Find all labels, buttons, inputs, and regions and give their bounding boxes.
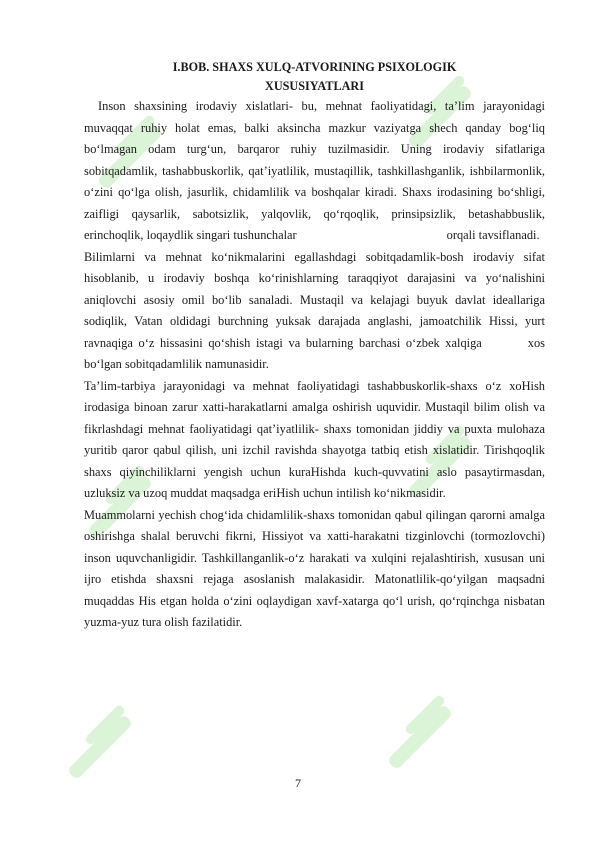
paragraph-3: Ta’lim-tarbiya jarayonidagi va mehnat faoliyatidagi tashabbuskorlik-shaxs o‘z xoHish irodasiga binoan zarur xatti-harakatlarni amalga oshirish uquvidir. Mustaqil bilim olish va fikrlashdagi mehnat faoliyatidagi qat’iyatlilik- shaxs tomonidan jiddiy va puxta mulohaza yuritib qaror qabul qilish, uni izchil ravishda shayotga tatbiq etish xislatidir. Tirishqoqlik shaxs qiyinchiliklarni yengish uchun kuraHishda kuch-quvvatini aslo pasaytirmasdan, uzluksiz va uzoq muddat maqsadga eriHish uchun intilish ko‘nikmasidir.: [84, 378, 545, 500]
chapter-title-line1: I.BOB. SHAXS XULQ-ATVORINING PSIXOLOGIK: [172, 60, 457, 74]
chapter-title-line2: XUSUSIYATLARI: [265, 79, 364, 93]
document-body: [84, 58, 545, 634]
chapter-title: [84, 58, 545, 96]
paragraph-2-tail: xos bo‘lgan sobitqadamlilik namunasidir.: [84, 335, 545, 371]
paragraph-4: Muammolarni yechish chog‘ida chidamlilik-shaxs tomonidan qabul qilingan qarorni amalga oshirishga shalal beruvchi fikrni, Hissiyot va xatti-harakatni tizginlovchi (tormozlovchi) inson uquvchanligidir. Tashkillanganlik-o‘z harakati va xulqini rejalashtirish, xususan uni ijro etishda shaxsni rejaga asoslanish malakasidir. Matonatlilik-qo‘yilgan maqsadni muqaddas His etgan holda o‘zini oqlaydigan xavf-xatarga qo‘l urish, qo‘rqinchga nisbatan yuzma-yuz tura olish fazilatidir.: [84, 507, 545, 629]
paragraph-2-text: Bilimlarni va mehnat ko‘nikmalarini egallashdagi sobitqadamlik-bosh irodaviy sifat hisoblanib, u irodaviy boshqa ko‘rinishlarning taraqqiyot darajasini va yo‘nalishini aniqlovchi asosiy omil bo‘lib sanaladi. Mustaqil va kelajagi buyuk davlat ideallariga sodiqlik, Vatan oldidagi burchning yuksak darajada anglashi, jamoatchilik Hissi, yurt ravnaqiga o‘z hissasini qo‘shish istagi va bularning barchasi o‘zbek xalqiga: [84, 249, 545, 350]
paragraph-1: [84, 96, 545, 247]
watermark-logo: [40, 690, 160, 810]
paragraph-2: [84, 247, 545, 376]
paragraph-1-tail: orqali tavsiflanadi.: [446, 228, 540, 242]
paragraph-1-text: Inson shaxsining irodaviy xislatlari- bu, mehnat faoliyatidagi, ta’lim jarayonidagi muvaqqat ruhiy holat emas, balki aksincha mazkur vaziyatga shech qanday bog‘liq bo‘lmagan odam turg‘un, barqaror ruhiy tuzilmasidir. Uning irodaviy sifatlariga sobitqadamlik, tashabbuskorlik, qat’iyatlilik, mustaqillik, tashkillashganlik, ishbilarmonlik, o‘zini qo‘lga olish, jasurlik, chidamlilik va boshqalar kiradi. Shaxs irodasining bo‘shligi, zaifligi qaysarlik, sabotsizlik, yalqovlik, qo‘rqoqlik, prinsipsizlik, betashabbuslik, erinchoqlik, loqaydlik singari tushunchalar: [84, 99, 545, 242]
page-number: 7: [295, 776, 301, 790]
